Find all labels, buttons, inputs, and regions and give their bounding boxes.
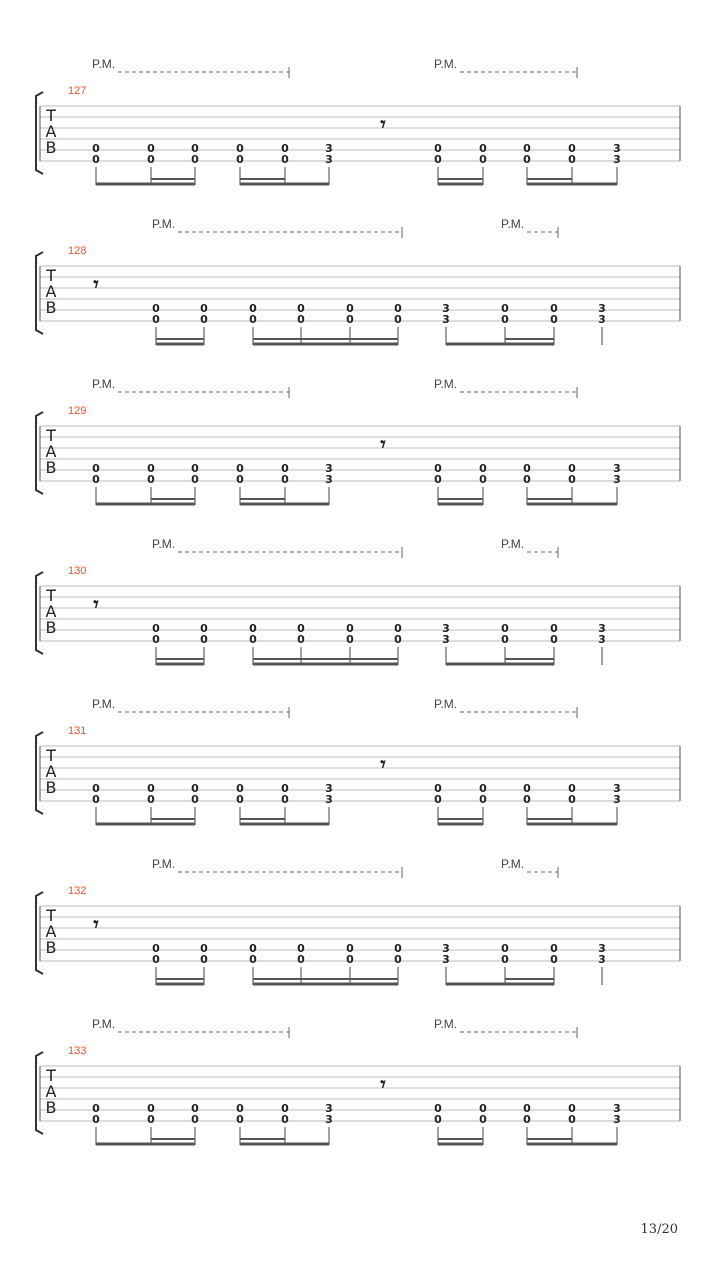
fret-number: 0 [523, 142, 531, 155]
measure-number: 132 [68, 885, 87, 897]
tab-clef-letter: A [45, 442, 57, 461]
fret-number: 0 [236, 1102, 244, 1115]
fret-number: 0 [346, 302, 354, 315]
tab-clef-letter: T [46, 1066, 56, 1085]
fret-number: 0 [191, 142, 199, 155]
tab-clef-letter: A [45, 922, 57, 941]
tab-system [36, 697, 680, 825]
tab-clef-letter: A [45, 602, 57, 621]
tab-clef-letter: T [46, 586, 56, 605]
fret-number: 0 [249, 633, 257, 646]
fret-number: 3 [325, 782, 333, 795]
fret-number: 0 [550, 302, 558, 315]
fret-number: 0 [523, 153, 531, 166]
fret-number: 0 [152, 622, 160, 635]
fret-number: 0 [479, 473, 487, 486]
fret-number: 0 [523, 462, 531, 475]
fret-number: 0 [501, 953, 509, 966]
fret-number: 3 [325, 142, 333, 155]
fret-number: 0 [236, 1113, 244, 1126]
fret-number: 0 [297, 313, 305, 326]
fret-number: 0 [479, 462, 487, 475]
fret-number: 3 [325, 153, 333, 166]
fret-number: 0 [249, 622, 257, 635]
fret-number: 0 [281, 782, 289, 795]
fret-number: 0 [147, 462, 155, 475]
fret-number: 0 [434, 1113, 442, 1126]
fret-number: 0 [550, 313, 558, 326]
fret-number: 0 [434, 153, 442, 166]
fret-number: 0 [479, 793, 487, 806]
fret-number: 0 [434, 1102, 442, 1115]
fret-number: 0 [346, 633, 354, 646]
fret-number: 3 [613, 142, 621, 155]
palm-mute-label: P.M. [434, 377, 458, 391]
fret-number: 3 [613, 793, 621, 806]
measure-number: 129 [68, 405, 87, 417]
fret-number: 0 [92, 1113, 100, 1126]
fret-number: 0 [523, 473, 531, 486]
fret-number: 0 [434, 473, 442, 486]
measure-number: 130 [68, 565, 87, 577]
eighth-rest: 𝄾 [93, 592, 99, 616]
fret-number: 0 [346, 942, 354, 955]
tab-clef-letter: A [45, 762, 57, 781]
measure-number: 131 [68, 725, 87, 737]
fret-number: 0 [297, 953, 305, 966]
eighth-rest: 𝄾 [380, 752, 386, 776]
fret-number: 0 [147, 153, 155, 166]
fret-number: 0 [92, 782, 100, 795]
tab-clef-letter: T [46, 266, 56, 285]
fret-number: 0 [281, 1113, 289, 1126]
fret-number: 0 [281, 1102, 289, 1115]
fret-number: 0 [281, 793, 289, 806]
fret-number: 3 [598, 302, 606, 315]
fret-number: 0 [346, 313, 354, 326]
tab-clef-letter: B [45, 1098, 57, 1117]
fret-number: 3 [442, 622, 450, 635]
palm-mute-label: P.M. [92, 377, 116, 391]
fret-number: 0 [501, 622, 509, 635]
fret-number: 3 [325, 793, 333, 806]
fret-number: 0 [281, 153, 289, 166]
tab-system [36, 57, 680, 185]
fret-number: 0 [568, 1102, 576, 1115]
fret-number: 0 [236, 473, 244, 486]
tab-clef-letter: T [46, 426, 56, 445]
fret-number: 0 [523, 793, 531, 806]
fret-number: 3 [325, 473, 333, 486]
fret-number: 3 [442, 942, 450, 955]
fret-number: 0 [147, 473, 155, 486]
fret-number: 3 [613, 473, 621, 486]
fret-number: 0 [297, 942, 305, 955]
tab-system [36, 1017, 680, 1145]
fret-number: 0 [297, 302, 305, 315]
fret-number: 3 [442, 313, 450, 326]
fret-number: 0 [501, 633, 509, 646]
tab-clef-letter: B [45, 778, 57, 797]
palm-mute-label: P.M. [434, 57, 458, 71]
fret-number: 0 [479, 1102, 487, 1115]
fret-number: 0 [147, 1102, 155, 1115]
fret-number: 0 [92, 142, 100, 155]
fret-number: 0 [501, 302, 509, 315]
fret-number: 0 [568, 1113, 576, 1126]
fret-number: 0 [249, 942, 257, 955]
eighth-rest: 𝄾 [380, 432, 386, 456]
palm-mute-label: P.M. [152, 857, 176, 871]
fret-number: 3 [442, 633, 450, 646]
fret-number: 0 [147, 793, 155, 806]
fret-number: 0 [200, 302, 208, 315]
fret-number: 0 [479, 782, 487, 795]
fret-number: 0 [281, 473, 289, 486]
fret-number: 0 [191, 462, 199, 475]
tab-clef-letter: T [46, 106, 56, 125]
tab-system [36, 537, 680, 665]
fret-number: 0 [236, 142, 244, 155]
fret-number: 3 [613, 153, 621, 166]
tab-system [36, 857, 680, 985]
fret-number: 0 [236, 793, 244, 806]
fret-number: 0 [394, 633, 402, 646]
fret-number: 0 [346, 622, 354, 635]
fret-number: 0 [249, 953, 257, 966]
eighth-rest: 𝄾 [93, 912, 99, 936]
fret-number: 0 [92, 462, 100, 475]
fret-number: 0 [191, 153, 199, 166]
fret-number: 0 [281, 142, 289, 155]
tab-clef-letter: T [46, 746, 56, 765]
palm-mute-label: P.M. [501, 537, 525, 551]
fret-number: 0 [152, 953, 160, 966]
fret-number: 0 [346, 953, 354, 966]
fret-number: 0 [200, 633, 208, 646]
fret-number: 0 [92, 793, 100, 806]
fret-number: 0 [434, 142, 442, 155]
fret-number: 0 [434, 462, 442, 475]
fret-number: 3 [598, 942, 606, 955]
palm-mute-label: P.M. [152, 537, 176, 551]
measure-number: 127 [68, 85, 87, 97]
fret-number: 0 [200, 942, 208, 955]
fret-number: 0 [200, 953, 208, 966]
fret-number: 0 [523, 782, 531, 795]
fret-number: 0 [281, 462, 289, 475]
fret-number: 0 [550, 953, 558, 966]
fret-number: 0 [394, 302, 402, 315]
fret-number: 0 [191, 1113, 199, 1126]
fret-number: 0 [92, 153, 100, 166]
fret-number: 0 [200, 622, 208, 635]
fret-number: 0 [479, 1113, 487, 1126]
fret-number: 3 [442, 953, 450, 966]
fret-number: 0 [147, 1113, 155, 1126]
fret-number: 0 [191, 1102, 199, 1115]
palm-mute-label: P.M. [501, 857, 525, 871]
fret-number: 0 [550, 622, 558, 635]
fret-number: 0 [550, 942, 558, 955]
fret-number: 0 [394, 313, 402, 326]
fret-number: 0 [200, 313, 208, 326]
fret-number: 0 [523, 1102, 531, 1115]
fret-number: 0 [147, 142, 155, 155]
fret-number: 0 [92, 1102, 100, 1115]
measure-number: 133 [68, 1045, 87, 1057]
tab-clef-letter: A [45, 122, 57, 141]
fret-number: 0 [152, 633, 160, 646]
eighth-rest: 𝄾 [380, 1072, 386, 1096]
palm-mute-label: P.M. [434, 697, 458, 711]
fret-number: 0 [568, 473, 576, 486]
fret-number: 3 [598, 622, 606, 635]
palm-mute-label: P.M. [92, 57, 116, 71]
fret-number: 3 [613, 1113, 621, 1126]
fret-number: 0 [152, 302, 160, 315]
tab-clef-letter: B [45, 138, 57, 157]
page-number: 13/20 [640, 1222, 678, 1237]
fret-number: 3 [598, 633, 606, 646]
fret-number: 3 [325, 1102, 333, 1115]
fret-number: 0 [394, 953, 402, 966]
fret-number: 0 [501, 942, 509, 955]
palm-mute-label: P.M. [92, 1017, 116, 1031]
fret-number: 0 [394, 942, 402, 955]
fret-number: 0 [394, 622, 402, 635]
fret-number: 0 [297, 633, 305, 646]
tab-clef-letter: A [45, 1082, 57, 1101]
tab-clef-letter: B [45, 458, 57, 477]
fret-number: 3 [442, 302, 450, 315]
fret-number: 3 [613, 1102, 621, 1115]
fret-number: 0 [249, 302, 257, 315]
fret-number: 3 [325, 462, 333, 475]
palm-mute-label: P.M. [92, 697, 116, 711]
fret-number: 0 [434, 793, 442, 806]
tab-clef-letter: B [45, 618, 57, 637]
tab-clef-letter: A [45, 282, 57, 301]
fret-number: 3 [613, 462, 621, 475]
fret-number: 0 [479, 153, 487, 166]
tab-system [36, 217, 680, 345]
fret-number: 0 [92, 473, 100, 486]
fret-number: 0 [152, 313, 160, 326]
tab-clef-letter: T [46, 906, 56, 925]
fret-number: 0 [236, 462, 244, 475]
tab-clef-letter: B [45, 298, 57, 317]
fret-number: 0 [568, 142, 576, 155]
eighth-rest: 𝄾 [93, 272, 99, 296]
fret-number: 3 [613, 782, 621, 795]
fret-number: 0 [550, 633, 558, 646]
palm-mute-label: P.M. [152, 217, 176, 231]
fret-number: 0 [191, 793, 199, 806]
fret-number: 0 [236, 153, 244, 166]
palm-mute-label: P.M. [501, 217, 525, 231]
fret-number: 0 [434, 782, 442, 795]
eighth-rest: 𝄾 [380, 112, 386, 136]
measure-number: 128 [68, 245, 87, 257]
fret-number: 3 [598, 313, 606, 326]
fret-number: 0 [568, 793, 576, 806]
fret-number: 0 [191, 473, 199, 486]
fret-number: 0 [249, 313, 257, 326]
fret-number: 0 [191, 782, 199, 795]
fret-number: 0 [568, 153, 576, 166]
fret-number: 0 [568, 782, 576, 795]
fret-number: 3 [598, 953, 606, 966]
fret-number: 0 [297, 622, 305, 635]
fret-number: 0 [501, 313, 509, 326]
fret-number: 0 [147, 782, 155, 795]
fret-number: 0 [568, 462, 576, 475]
tab-clef-letter: B [45, 938, 57, 957]
fret-number: 0 [236, 782, 244, 795]
fret-number: 0 [479, 142, 487, 155]
tab-system [36, 377, 680, 505]
fret-number: 0 [152, 942, 160, 955]
palm-mute-label: P.M. [434, 1017, 458, 1031]
fret-number: 0 [523, 1113, 531, 1126]
fret-number: 3 [325, 1113, 333, 1126]
